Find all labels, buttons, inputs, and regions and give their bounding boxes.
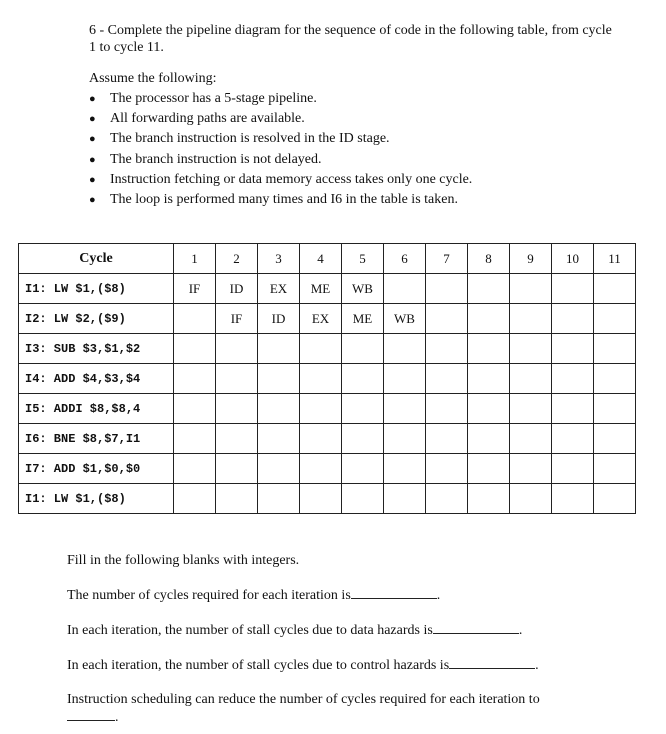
bullet-icon: ● — [89, 173, 96, 186]
stage-cell[interactable] — [510, 424, 552, 454]
cycle-number: 9 — [510, 244, 552, 274]
stage-cell[interactable] — [174, 304, 216, 334]
stage-cell[interactable] — [216, 454, 258, 484]
answer-blank[interactable] — [351, 586, 437, 599]
stage-cell[interactable]: ME — [342, 304, 384, 334]
table-row — [19, 394, 636, 424]
stage-cell[interactable] — [384, 364, 426, 394]
instruction-label: I6: BNE $8,$7,I1 — [19, 424, 174, 454]
stage-cell[interactable] — [594, 454, 636, 484]
stage-cell[interactable] — [426, 304, 468, 334]
stage-cell[interactable]: IF — [174, 274, 216, 304]
table-row — [19, 484, 636, 514]
stage-cell[interactable] — [342, 364, 384, 394]
stage-cell[interactable] — [468, 454, 510, 484]
table-row — [19, 334, 636, 364]
stage-cell[interactable] — [384, 424, 426, 454]
stage-cell[interactable] — [426, 394, 468, 424]
stage-cell[interactable] — [510, 304, 552, 334]
stage-cell[interactable] — [216, 484, 258, 514]
question-text: In each iteration, the number of stall cycles due to control hazards is — [67, 658, 450, 673]
stage-cell[interactable] — [216, 394, 258, 424]
stage-cell[interactable] — [426, 274, 468, 304]
stage-cell[interactable] — [174, 484, 216, 514]
stage-cell[interactable] — [510, 484, 552, 514]
stage-cell[interactable] — [258, 394, 300, 424]
stage-cell[interactable] — [594, 484, 636, 514]
stage-cell[interactable]: WB — [342, 274, 384, 304]
stage-cell[interactable] — [174, 334, 216, 364]
assumption-text: Instruction fetching or data memory access takes only one cycle. — [110, 171, 473, 187]
assumption-item — [89, 171, 619, 191]
stage-cell[interactable]: ME — [300, 274, 342, 304]
fill-in-question-4 — [67, 691, 587, 726]
assumptions-heading: Assume the following: — [89, 71, 217, 86]
table-row — [19, 304, 636, 334]
stage-cell[interactable] — [552, 454, 594, 484]
stage-cell[interactable]: ID — [216, 274, 258, 304]
fill-in-intro: Fill in the following blanks with integers. — [67, 553, 300, 568]
fill-in-section — [67, 552, 587, 726]
assumption-item — [89, 90, 619, 110]
stage-cell[interactable] — [552, 304, 594, 334]
stage-cell[interactable] — [300, 484, 342, 514]
assumption-item — [89, 191, 619, 211]
stage-cell[interactable] — [468, 364, 510, 394]
end-mark: . — [535, 658, 539, 673]
assumption-text: The loop is performed many times and I6 in the table is taken. — [110, 191, 458, 207]
stage-cell[interactable] — [258, 484, 300, 514]
stage-cell[interactable] — [174, 364, 216, 394]
stage-cell[interactable] — [552, 484, 594, 514]
assumption-text: The branch instruction is not delayed. — [110, 151, 322, 167]
stage-cell[interactable] — [342, 394, 384, 424]
assumptions-section — [89, 70, 619, 211]
stage-cell[interactable] — [342, 334, 384, 364]
end-mark: . — [436, 588, 441, 603]
stage-cell[interactable] — [174, 394, 216, 424]
stage-cell[interactable] — [258, 424, 300, 454]
stage-cell[interactable] — [426, 484, 468, 514]
answer-blank[interactable] — [67, 708, 115, 721]
bullet-icon: ● — [89, 133, 96, 146]
stage-cell[interactable] — [384, 454, 426, 484]
end-mark: . — [115, 710, 119, 725]
stage-cell[interactable] — [300, 364, 342, 394]
stage-cell[interactable] — [342, 484, 384, 514]
instruction-label: I4: ADD $4,$3,$4 — [19, 364, 174, 394]
stage-cell[interactable] — [510, 364, 552, 394]
stage-cell[interactable] — [510, 454, 552, 484]
cycle-number: 10 — [552, 244, 594, 274]
stage-cell[interactable] — [468, 394, 510, 424]
stage-cell[interactable] — [594, 394, 636, 424]
stage-cell[interactable] — [300, 424, 342, 454]
assumption-text: The processor has a 5-stage pipeline. — [110, 91, 317, 106]
question-text: The number of cycles required for each iteration is — [67, 588, 351, 603]
cycle-number: 5 — [342, 244, 384, 274]
bullet-icon: ● — [89, 93, 96, 105]
stage-cell[interactable] — [552, 274, 594, 304]
stage-cell[interactable] — [510, 274, 552, 304]
instruction-label: I3: SUB $3,$1,$2 — [19, 334, 174, 364]
stage-cell[interactable]: IF — [216, 304, 258, 334]
assumption-item — [89, 130, 619, 150]
assumption-text: All forwarding paths are available. — [110, 111, 305, 127]
stage-cell[interactable] — [468, 334, 510, 364]
stage-cell[interactable] — [384, 274, 426, 304]
stage-cell[interactable]: WB — [384, 304, 426, 334]
stage-cell[interactable] — [216, 364, 258, 394]
assumption-item — [89, 110, 619, 130]
cycle-header: Cycle — [19, 244, 174, 274]
cycle-number: 3 — [258, 244, 300, 274]
answer-blank[interactable] — [449, 656, 535, 669]
cycle-number: 2 — [216, 244, 258, 274]
assumption-text: The branch instruction is resolved in the ID stage. — [110, 131, 390, 147]
stage-cell[interactable] — [300, 334, 342, 364]
stage-cell[interactable] — [426, 454, 468, 484]
fill-in-question-1 — [67, 586, 587, 604]
table-header-row — [19, 244, 636, 274]
stage-cell[interactable] — [216, 424, 258, 454]
cycle-number: 4 — [300, 244, 342, 274]
stage-cell[interactable] — [384, 394, 426, 424]
fill-in-question-2 — [67, 621, 587, 639]
instruction-label: I1: LW $1,($8) — [19, 274, 174, 304]
stage-cell[interactable] — [510, 394, 552, 424]
stage-cell[interactable] — [174, 424, 216, 454]
stage-cell[interactable] — [216, 334, 258, 364]
stage-cell[interactable] — [468, 424, 510, 454]
bullet-icon: ● — [89, 113, 96, 126]
stage-cell[interactable] — [426, 364, 468, 394]
bullet-icon: ● — [89, 193, 96, 206]
table-row — [19, 274, 636, 304]
cycle-number: 11 — [594, 244, 636, 274]
stage-cell[interactable] — [468, 484, 510, 514]
table-row — [19, 454, 636, 484]
instruction-label: I7: ADD $1,$0,$0 — [19, 454, 174, 484]
stage-cell[interactable] — [300, 454, 342, 484]
stage-cell[interactable] — [594, 334, 636, 364]
stage-cell[interactable] — [594, 304, 636, 334]
stage-cell[interactable] — [174, 454, 216, 484]
cycle-number: 1 — [174, 244, 216, 274]
stage-cell[interactable] — [594, 424, 636, 454]
stage-cell[interactable] — [552, 394, 594, 424]
stage-cell[interactable] — [552, 424, 594, 454]
cycle-number: 7 — [426, 244, 468, 274]
stage-cell[interactable] — [426, 424, 468, 454]
instruction-label: I2: LW $2,($9) — [19, 304, 174, 334]
stage-cell[interactable] — [468, 274, 510, 304]
instruction-label: I5: ADDI $8,$8,4 — [19, 394, 174, 424]
end-mark: . — [518, 623, 523, 638]
stage-cell[interactable] — [300, 394, 342, 424]
stage-cell[interactable] — [510, 334, 552, 364]
stage-cell[interactable]: EX — [300, 304, 342, 334]
stage-cell[interactable] — [258, 454, 300, 484]
stage-cell[interactable] — [384, 334, 426, 364]
stage-cell[interactable] — [342, 424, 384, 454]
stage-cell[interactable] — [594, 274, 636, 304]
stage-cell[interactable] — [552, 364, 594, 394]
stage-cell[interactable] — [468, 304, 510, 334]
cycle-number: 8 — [468, 244, 510, 274]
table-row — [19, 424, 636, 454]
stage-cell[interactable] — [594, 364, 636, 394]
cycle-number: 6 — [384, 244, 426, 274]
pipeline-table — [18, 243, 636, 514]
stage-cell[interactable] — [258, 364, 300, 394]
stage-cell[interactable] — [552, 334, 594, 364]
stage-cell[interactable] — [384, 484, 426, 514]
question-text: In each iteration, the number of stall cycles due to data hazards is — [67, 623, 433, 638]
assumptions-list — [89, 90, 619, 211]
assumption-item — [89, 151, 619, 171]
question-title: 6 - Complete the pipeline diagram for the sequence of code in the following table, from cycle 1 to cycle 11. — [89, 23, 612, 55]
bullet-icon: ● — [89, 153, 96, 166]
stage-cell[interactable]: ID — [258, 304, 300, 334]
stage-cell[interactable] — [426, 334, 468, 364]
fill-in-question-3 — [67, 656, 587, 674]
table-row — [19, 364, 636, 394]
stage-cell[interactable] — [342, 454, 384, 484]
stage-cell[interactable]: EX — [258, 274, 300, 304]
question-text: Instruction scheduling can reduce the number of cycles required for each iteration to — [67, 692, 540, 707]
instruction-label: I1: LW $1,($8) — [19, 484, 174, 514]
stage-cell[interactable] — [258, 334, 300, 364]
answer-blank[interactable] — [433, 621, 519, 634]
